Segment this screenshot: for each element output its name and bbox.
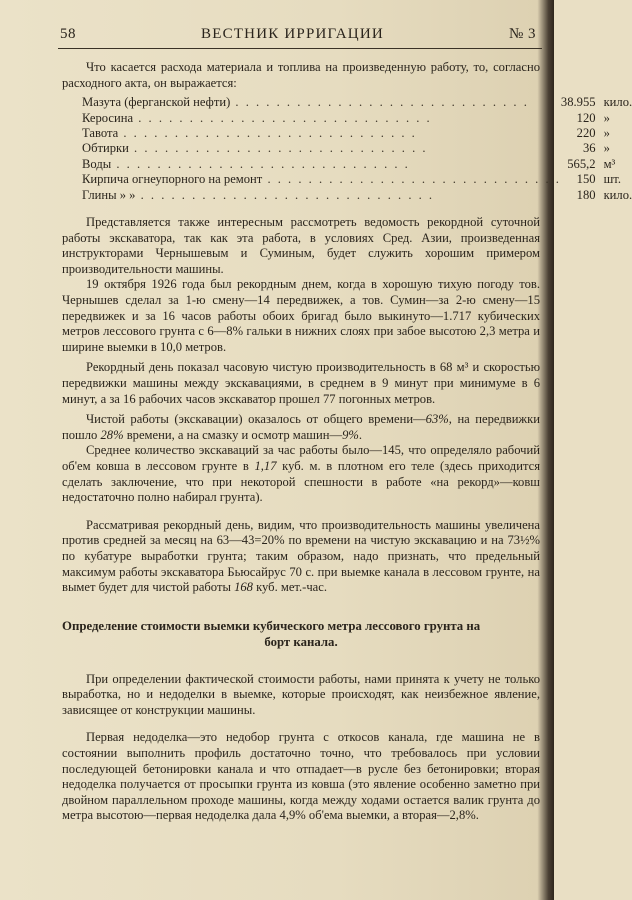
- page-content: [62, 60, 632, 824]
- material-name: Керосина: [82, 110, 134, 125]
- material-value: 220: [576, 126, 596, 140]
- material-unit: шт.: [603, 172, 621, 187]
- material-name: Мазута (ферганской нефти): [82, 95, 231, 110]
- material-row: Керосина . . . . . . . . . . . . . . . . . . . . . . . . . . . . . 120 »: [82, 110, 610, 125]
- material-unit: м³: [603, 156, 616, 171]
- page-number: 58: [60, 26, 76, 42]
- paragraph-record-day: 19 октября 1926 года был рекордным днем, когда в хорошую тихую погоду тов. Чернышев сделал за 1-ю смену—14 передвижек, а тов. Сумин—за 2-ю смену—15 передвижек и за 16 часов работы обоих бригад было выкинуто—1.717 кубических метров лессового грунта с 6—8% гальки в нижних слоях при забое высотою 2,3 метра и ширине выемки в 10,0 метров.: [62, 277, 540, 354]
- material-row: Мазута (ферганской нефти) . . . . . . . . . . . . . . . . . . . . . . . . . . . . . 38.955 кило.: [82, 95, 632, 110]
- material-name: Глины » »: [82, 187, 136, 202]
- header-rule: [58, 48, 542, 49]
- paragraph-hourly-output: Рекордный день показал часовую чистую производительность в 68 м³ и скоростью передвижки машины между экскавациями, в среднем в 9 минут при минимуме в 6 минут, а за 16 рабочих часов экскаватор прошел 77 погонных метров.: [62, 360, 540, 406]
- paragraph-first-defect: Первая недоделка—это недобор грунта с откосов канала, где машина не в состоянии выполнить профиль достаточно точно, что требовалось при условии последующей бетонировки канала и что отпадает—в русле без бетонировки; вторая недоделка получается от просыпки грунта из ковша (это явление особенно заметно при двойном параллельном проходе машины, когда между ходами остается валик грунта до метра высотою—первая недоделка дала 4,9% об'ема выемки, а вторая—2,8%.: [62, 730, 540, 823]
- issue-number: № 3: [508, 26, 536, 42]
- journal-title: ВЕСТНИК ИРРИГАЦИИ: [201, 26, 384, 42]
- paragraph-productivity: Рассматривая рекордный день, видим, что производительность машины увеличена против средней за месяц на 63—43=20% по времени на чистую экскавацию и на 73½% по кубатуре выработки грунта; таким образом, надо признать, что предельный максимум работы экскаватора Бьюсайрус 70 с. при выемке канала в лессовом грунте, на вымет будет для чистой работы 168 куб. мет.-час.: [62, 517, 540, 595]
- material-value: 36: [582, 141, 596, 156]
- material-unit: »: [603, 126, 610, 140]
- page-header: [60, 26, 536, 48]
- materials-table: [82, 95, 632, 203]
- material-value: 180: [576, 187, 596, 202]
- material-name: Обтирки: [82, 141, 129, 156]
- paragraph-cost-basis: При определении фактической стоимости работы, нами принята к учету не только выработка, но и недоделки в выемке, которые происходят, как неизбежное явление, зависящее от конструкции машины.: [62, 671, 540, 717]
- material-value: 120: [576, 110, 596, 125]
- paragraph-time-split: Чистой работы (экскавации) оказалось от общего времени—63%, на передвижки пошло 28% времени, а на смазку и осмотр машин—9%.: [62, 412, 540, 442]
- material-row: Глины » » . . . . . . . . . . . . . . . . . . . . . . . . . . . . . 180 кило.: [82, 187, 632, 202]
- material-name: Кирпича огнеупорного на ремонт: [82, 172, 263, 187]
- material-row: Кирпича огнеупорного на ремонт . . . . . . . . . . . . . . . . . . . . . . . . . . . . . 150 шт.: [82, 172, 621, 187]
- material-value: 565,2: [567, 156, 596, 171]
- material-unit: »: [603, 110, 610, 125]
- material-name: Воды: [82, 156, 112, 171]
- material-value: 150: [576, 172, 596, 187]
- section-heading: Определение стоимости выемки кубического метра лессового грунта на борт канала.: [62, 618, 481, 649]
- material-name: Тавота: [82, 126, 119, 140]
- material-row: Тавота . . . . . . . . . . . . . . . . . . . . . . . . . . . . . 220 »: [82, 126, 610, 140]
- material-unit: »: [603, 141, 610, 156]
- material-row: Обтирки . . . . . . . . . . . . . . . . . . . . . . . . . . . . . 36 »: [82, 141, 610, 156]
- material-unit: кило.: [603, 95, 632, 110]
- paragraph-excavations: Среднее количество экскаваций за час работы было—145, что определяло рабочий об'ем ковша в лессовом грунте в 1,17 куб. м. в плотном его теле (здесь приходится сделать заключение, что при некоторой спешности в работе «на рекорд»—ковш недостаточно полно набирал грунта).: [62, 443, 540, 505]
- paragraph-record-intro: Представляется также интересным рассмотреть ведомость рекордной суточной работы экскаватора, так как эта работа, в условиях Сред. Азии, произведенная инструкторами Чернышевым и Суминым, будет служить хорошим примером производительности машины.: [62, 215, 540, 276]
- material-value: 38.955: [560, 95, 596, 110]
- intro-paragraph: Что касается расхода материала и топлива на произведенную работу, то, согласно расходного акта, он выражается:: [62, 60, 540, 90]
- material-unit: кило.: [603, 187, 632, 202]
- material-row: Воды . . . . . . . . . . . . . . . . . . . . . . . . . . . . . 565,2 м³: [82, 156, 616, 171]
